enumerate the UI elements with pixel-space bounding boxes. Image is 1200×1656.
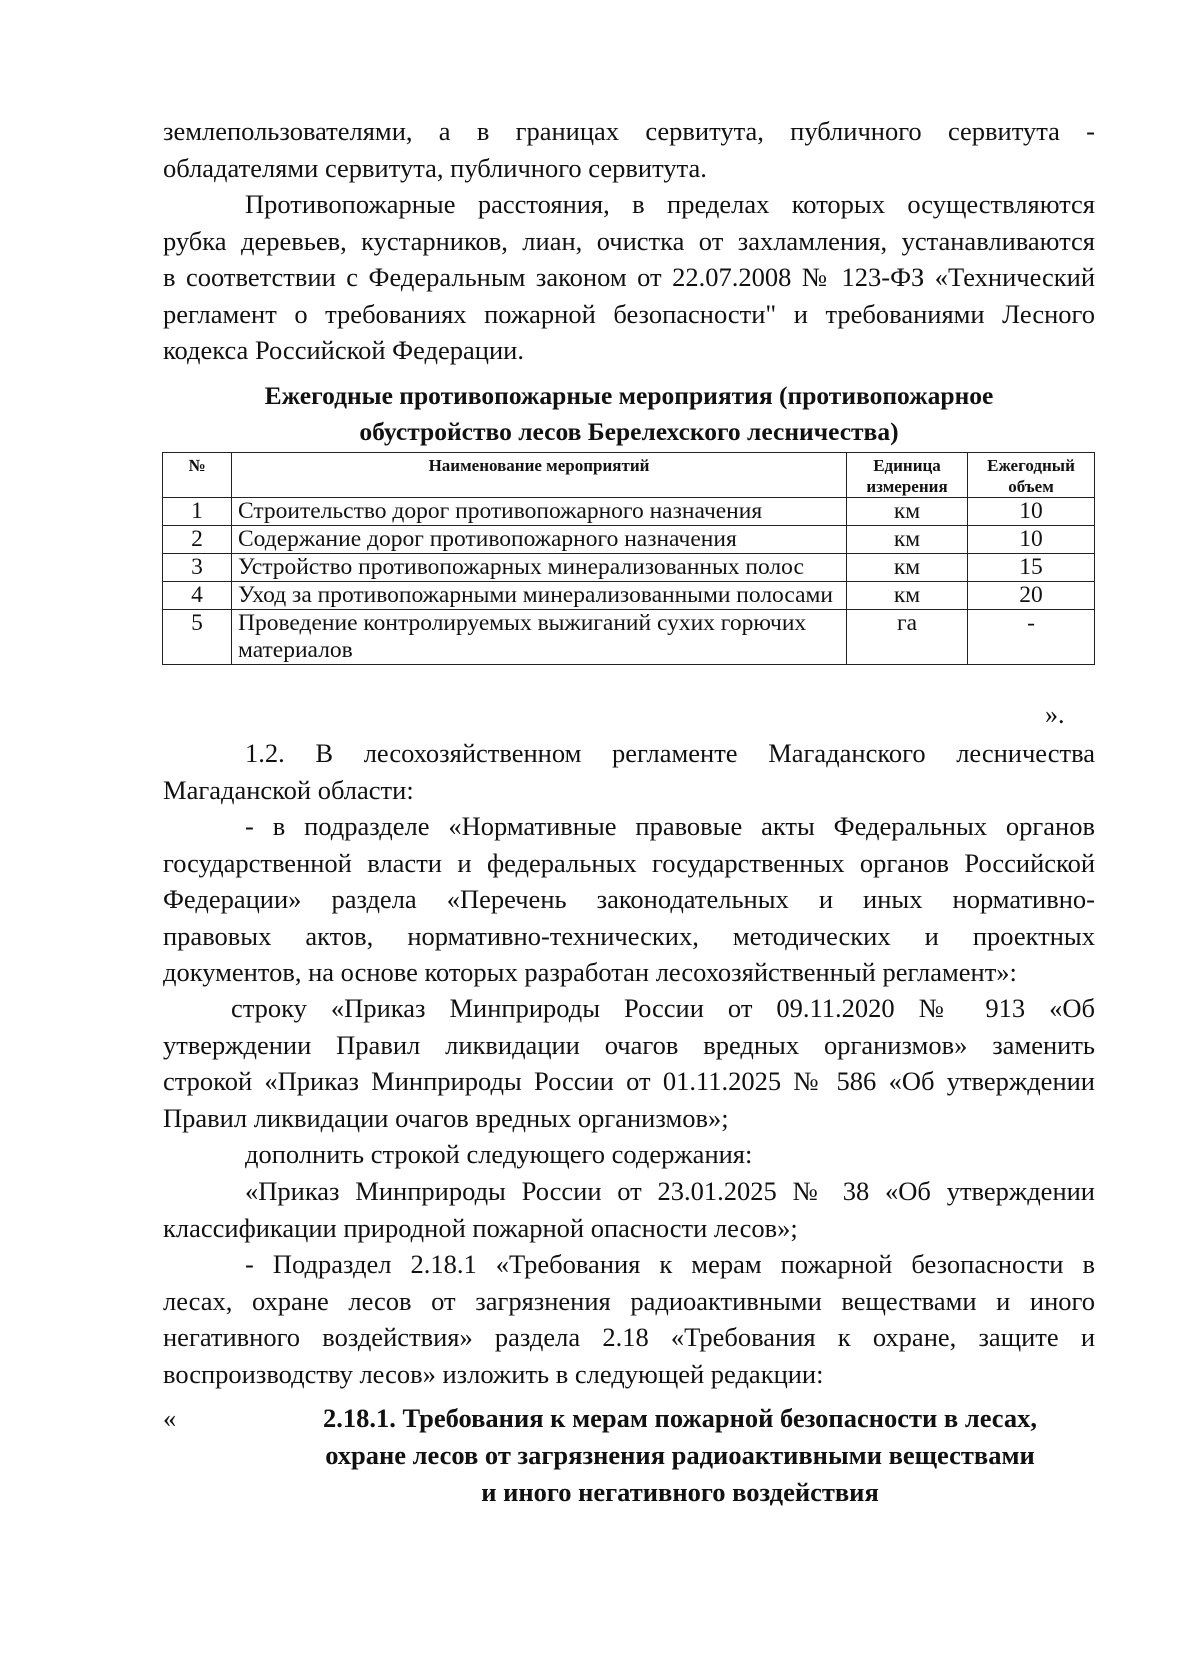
text-line: регламент о требованиях пожарной безопасности" и требованиями Лесного — [163, 298, 1095, 329]
text-line: Магаданской области: — [163, 774, 414, 805]
cell-num: 4 — [163, 582, 232, 610]
text-line: Федерации» раздела «Перечень законодательных и иных нормативно- — [163, 884, 1095, 914]
section-title — [300, 1400, 1060, 1511]
cell-unit: км — [847, 498, 968, 526]
table-row — [163, 610, 1095, 665]
header-volume: Ежегодный объем — [968, 453, 1095, 498]
closing-quote: ». — [1045, 700, 1065, 729]
table-title-line: Ежегодные противопожарные мероприятия (противопожарное — [264, 381, 994, 410]
cell-num: 3 — [163, 554, 232, 582]
cell-unit: га — [847, 610, 968, 665]
text-line: Противопожарные расстояния, в пределах которых осуществляются — [245, 189, 1095, 219]
cell-volume: 10 — [968, 526, 1095, 554]
table-row — [163, 526, 1095, 554]
cell-volume: - — [968, 610, 1095, 665]
header-num: № — [163, 453, 232, 498]
text-line: документов, на основе которых разработан лесохозяйственный регламент»: — [163, 957, 1017, 987]
text-line: строкой «Приказ Минприроды России от 01.11.2025 № 586 «Об утверждении — [163, 1066, 1095, 1096]
header-name: Наименование мероприятий — [232, 453, 847, 498]
table-title-line: обустройство лесов Берелехского лесничества) — [359, 417, 899, 446]
paragraph-replace-line — [163, 990, 1095, 1136]
text-line: - Подраздел 2.18.1 «Требования к мерам пожарной безопасности в — [245, 1249, 1095, 1279]
cell-volume: 10 — [968, 498, 1095, 526]
cell-name: Устройство противопожарных минерализованных полос — [232, 554, 847, 582]
text-line: землепользователями, а в границах сервитута, публичного сервитута - — [163, 116, 1095, 146]
cell-volume: 15 — [968, 554, 1095, 582]
text-line: 1.2. В лесохозяйственном регламенте Магаданского лесничества — [245, 738, 1095, 768]
paragraph-add-line — [163, 1136, 1095, 1173]
paragraph-order-38 — [163, 1173, 1095, 1246]
text-line: в соответствии с Федеральным законом от 22.07.2008 № 123-ФЗ «Технический — [163, 262, 1095, 292]
cell-num: 1 — [163, 498, 232, 526]
text-line: классификации природной пожарной опасности лесов»; — [163, 1212, 798, 1243]
paragraph-fire-distances — [163, 186, 1095, 369]
text-line: утверждении Правил ликвидации очагов вредных организмов» заменить — [163, 1029, 1095, 1060]
text-line: правовых актов, нормативно-технических, методических и проектных — [163, 920, 1095, 951]
opening-quote: « — [163, 1403, 177, 1433]
text-line: обладателями сервитута, публичного сервитута. — [163, 152, 707, 183]
cell-unit: км — [847, 526, 968, 554]
paragraph-landusers — [163, 113, 1095, 186]
paragraph-subsection — [163, 808, 1095, 991]
fire-measures-table — [162, 452, 1095, 665]
table-row — [163, 498, 1095, 526]
text-line: воспроизводству лесов» изложить в следующей редакции: — [163, 1358, 824, 1389]
text-line: строку «Приказ Минприроды России от 09.11.2020 № 913 «Об — [231, 993, 1095, 1023]
cell-unit: км — [847, 582, 968, 610]
table-title — [163, 378, 1095, 450]
section-title-line: 2.18.1. Требования к мерам пожарной безопасности в лесах, — [322, 1403, 1038, 1433]
table-row — [163, 554, 1095, 582]
cell-name: Содержание дорог противопожарного назначения — [232, 526, 847, 554]
text-line: рубка деревьев, кустарников, лиан, очистка от захламления, устанавливаются — [163, 225, 1095, 256]
text-line: - в подразделе «Нормативные правовые акты Федеральных органов — [245, 811, 1095, 841]
section-title-line: и иного негативного воздействия — [481, 1477, 879, 1507]
cell-name: Строительство дорог противопожарного назначения — [232, 498, 847, 526]
text-line: Правил ликвидации очагов вредных организмов»; — [163, 1102, 729, 1133]
cell-volume: 20 — [968, 582, 1095, 610]
text-line: кодекса Российской Федерации. — [163, 335, 524, 365]
cell-name: Уход за противопожарными минерализованными полосами — [232, 582, 847, 610]
paragraph-subsection-2-18-1 — [163, 1246, 1095, 1392]
text-line: «Приказ Минприроды России от 23.01.2025 № 38 «Об утверждении — [245, 1176, 1095, 1206]
cell-name: Проведение контролируемых выжиганий сухих горючих материалов — [232, 610, 847, 665]
paragraph-1-2 — [163, 735, 1095, 808]
header-unit: Единица измерения — [847, 453, 968, 498]
text-line: лесах, охране лесов от загрязнения радиоактивными веществами и иного — [163, 1285, 1095, 1316]
text-line: государственной власти и федеральных государственных органов Российской — [163, 847, 1095, 878]
cell-num: 2 — [163, 526, 232, 554]
cell-unit: км — [847, 554, 968, 582]
table-row — [163, 582, 1095, 610]
section-title-line: охране лесов от загрязнения радиоактивными веществами — [325, 1440, 1035, 1470]
cell-num: 5 — [163, 610, 232, 665]
text-line: дополнить строкой следующего содержания: — [245, 1139, 753, 1169]
table-header-row — [163, 453, 1095, 498]
text-line: негативного воздействия» раздела 2.18 «Требования к охране, защите и — [163, 1322, 1095, 1352]
